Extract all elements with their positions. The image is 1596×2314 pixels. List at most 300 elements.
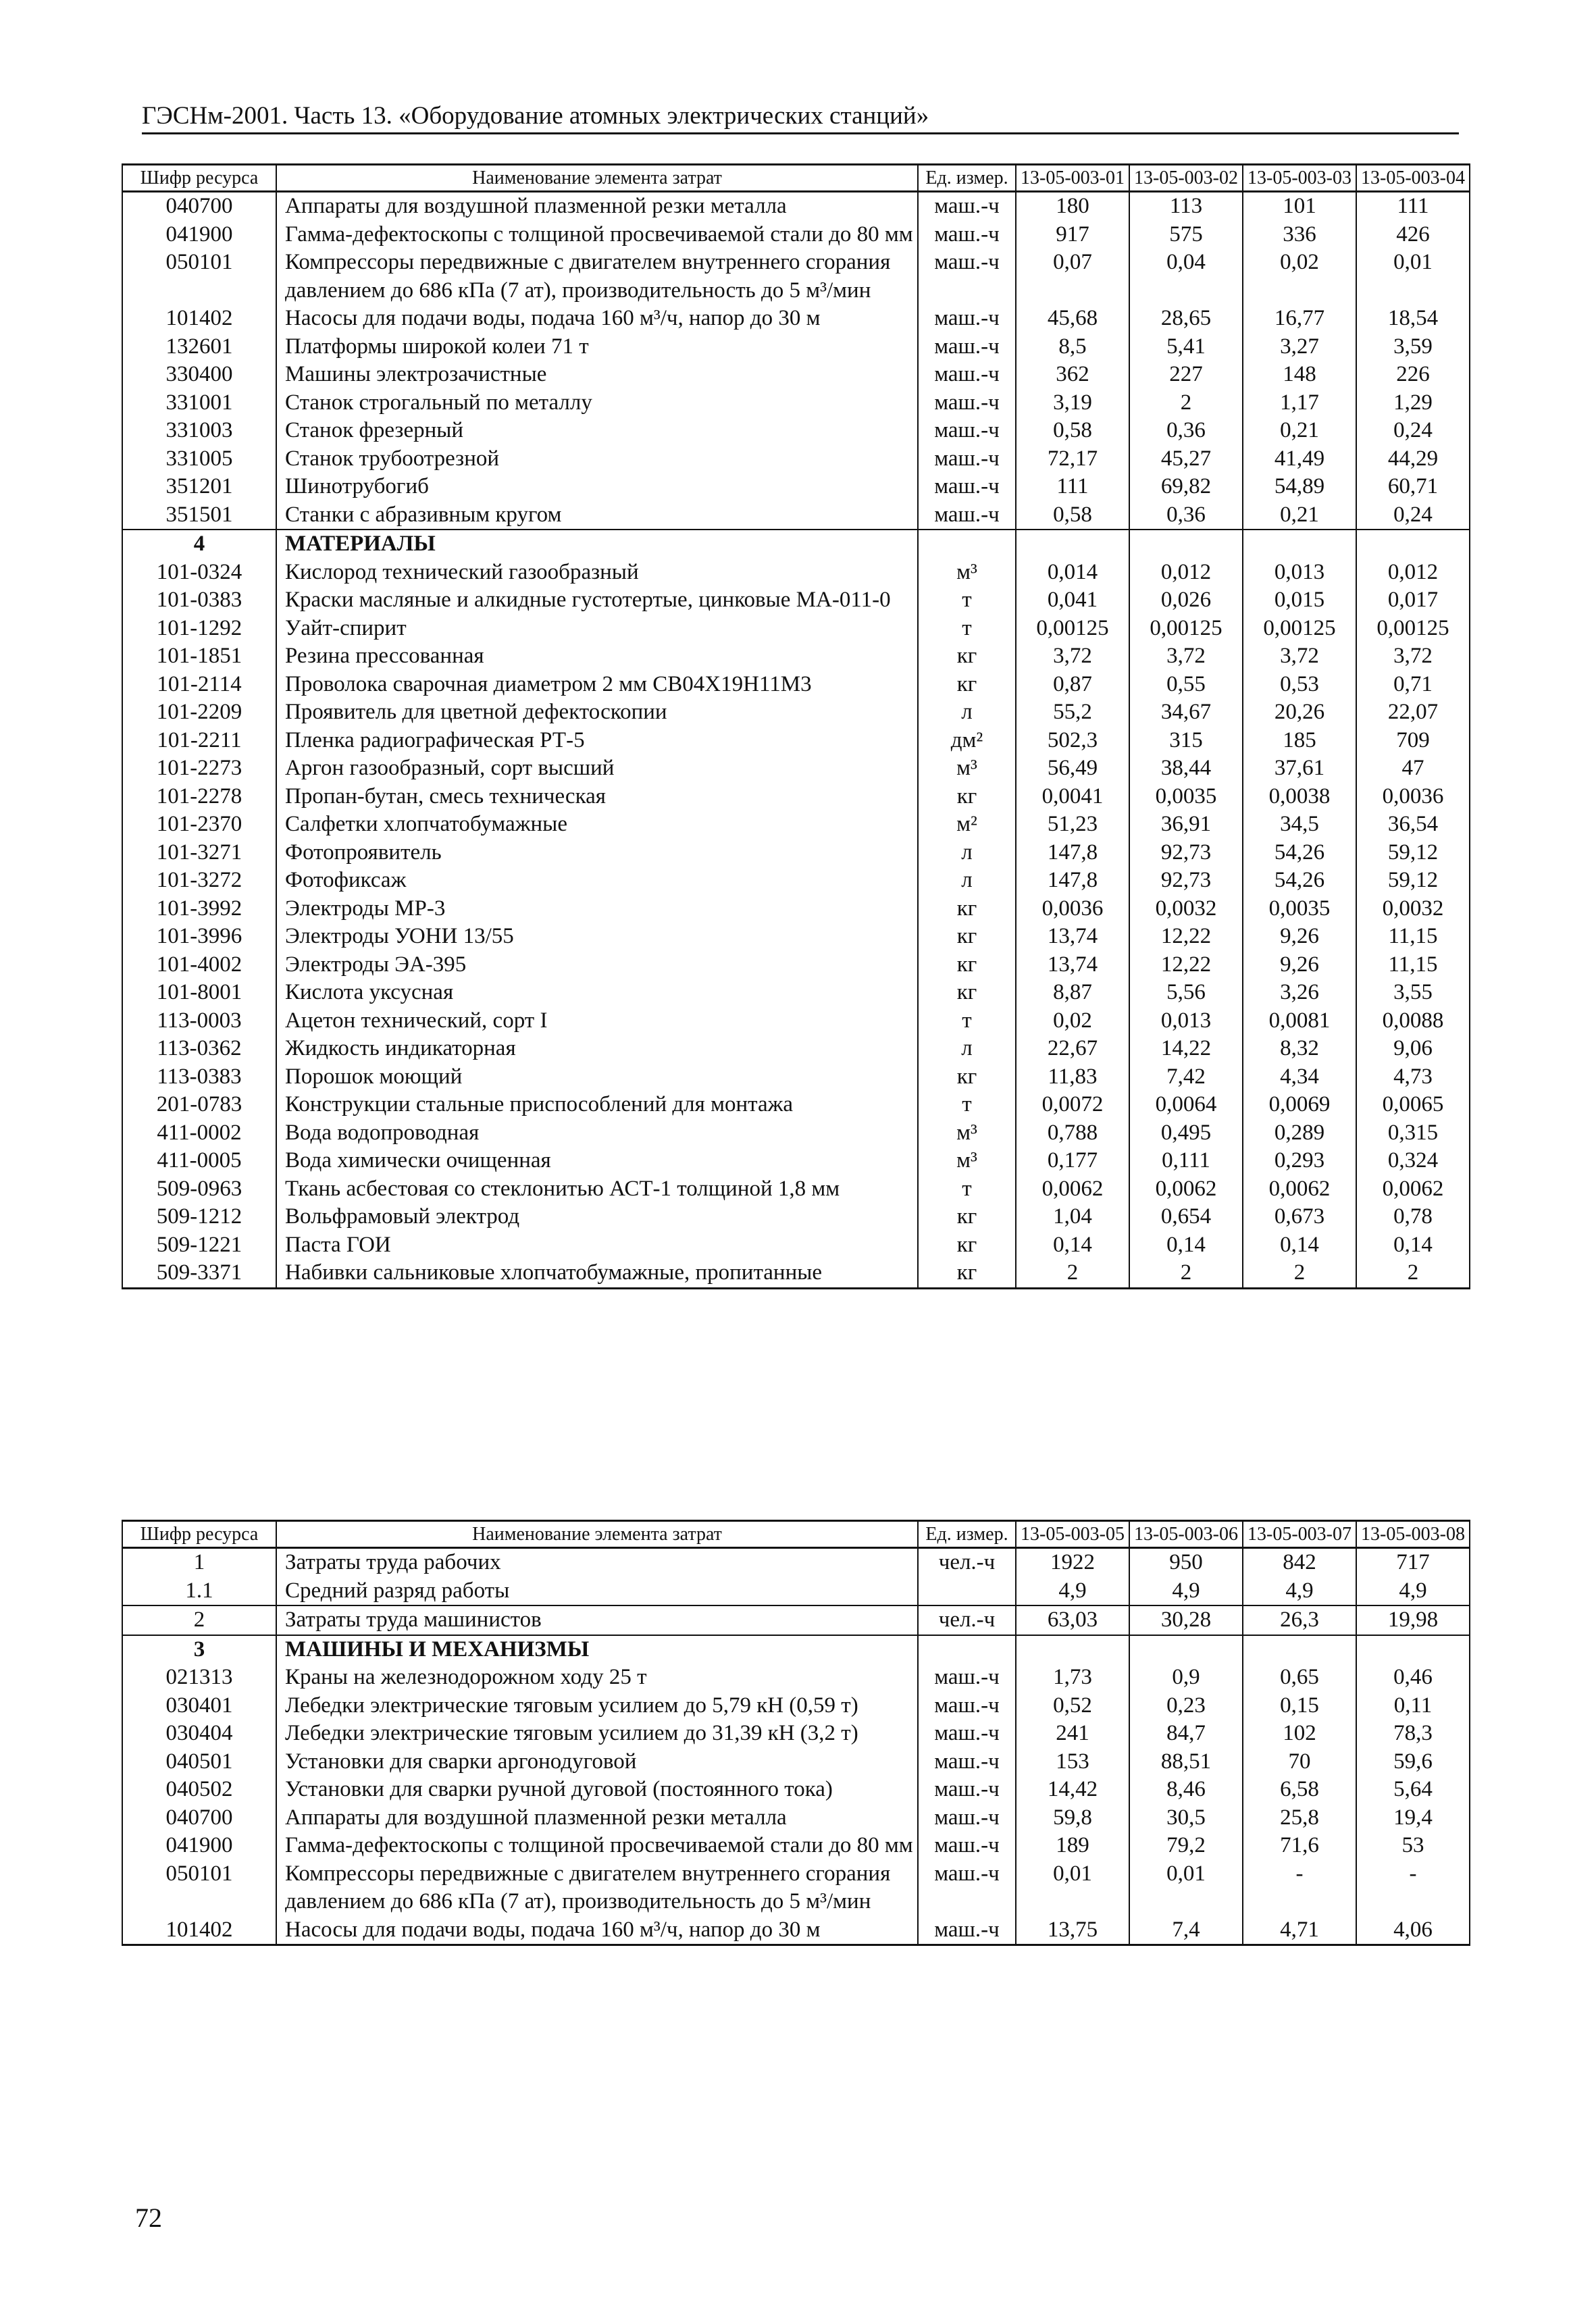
value-cell: 36,91: [1129, 811, 1243, 839]
value-cell: 153: [1016, 1748, 1129, 1776]
value-cell: 3,72: [1129, 642, 1243, 671]
value-cell: 362: [1016, 361, 1129, 389]
resource-code: 101-3996: [122, 923, 276, 951]
value-cell: 0,23: [1129, 1692, 1243, 1720]
resource-name: Пленка радиографическая РТ-5: [276, 727, 918, 755]
value-cell: 0,0038: [1243, 783, 1356, 811]
resource-code: 101-0324: [122, 559, 276, 587]
value-cell: 2: [1129, 389, 1243, 417]
value-cell: 241: [1016, 1720, 1129, 1748]
value-cell: 0,14: [1129, 1231, 1243, 1260]
document-title: ГЭСНм-2001. Часть 13. «Оборудование атомных электрических станций»: [142, 102, 929, 130]
resource-name: Гамма-дефектоскопы с толщиной просвечиваемой стали до 80 мм: [276, 1832, 918, 1860]
table-row: [122, 895, 1470, 923]
value-cell: 3,19: [1016, 389, 1129, 417]
unit: маш.-ч: [918, 1804, 1016, 1832]
value-cell: 0,24: [1356, 501, 1470, 530]
value-cell: 7,42: [1129, 1063, 1243, 1091]
resource-code: 132601: [122, 333, 276, 361]
resource-code: 101-3272: [122, 867, 276, 895]
value-cell: 0,14: [1016, 1231, 1129, 1260]
value-cell: 9,06: [1356, 1035, 1470, 1063]
value-cell: 5,64: [1356, 1776, 1470, 1804]
value-cell: 4,06: [1356, 1916, 1470, 1945]
value-cell: 0,0032: [1129, 895, 1243, 923]
value-cell: 842: [1243, 1548, 1356, 1577]
table-row: [122, 1577, 1470, 1606]
resource-name: Аппараты для воздушной плазменной резки металла: [276, 192, 918, 221]
value-cell: 3,26: [1243, 979, 1356, 1007]
value-cell: 0,654: [1129, 1203, 1243, 1231]
value-cell: 111: [1356, 192, 1470, 221]
header-col-1: 13-05-003-01: [1016, 165, 1129, 192]
resource-name: Краны на железнодорожном ходу 25 т: [276, 1664, 918, 1692]
value-cell: 4,9: [1356, 1577, 1470, 1606]
value-cell: 0,014: [1016, 559, 1129, 587]
value-cell: 19,98: [1356, 1605, 1470, 1635]
unit: маш.-ч: [918, 192, 1016, 221]
table-row: [122, 1776, 1470, 1804]
resource-code: 101-2211: [122, 727, 276, 755]
resource-code: 351201: [122, 473, 276, 501]
resource-name: Уайт-спирит: [276, 615, 918, 643]
value-cell: 20,26: [1243, 698, 1356, 727]
header-col-2: 13-05-003-06: [1129, 1521, 1243, 1548]
unit: чел.-ч: [918, 1548, 1016, 1577]
value-cell: 9,26: [1243, 923, 1356, 951]
value-cell: [1243, 1635, 1356, 1664]
table-row: [122, 1548, 1470, 1577]
resource-name: Платформы широкой колеи 71 т: [276, 333, 918, 361]
value-cell: 22,07: [1356, 698, 1470, 727]
unit: маш.-ч: [918, 501, 1016, 530]
resource-name: Фотофиксаж: [276, 867, 918, 895]
value-cell: 59,12: [1356, 867, 1470, 895]
resource-name: Электроды МР-3: [276, 895, 918, 923]
unit: кг: [918, 1203, 1016, 1231]
table-row: [122, 1860, 1470, 1916]
unit: т: [918, 1091, 1016, 1119]
value-cell: 917: [1016, 221, 1129, 249]
value-cell: 0,36: [1129, 501, 1243, 530]
value-cell: 13,74: [1016, 951, 1129, 979]
value-cell: 16,77: [1243, 305, 1356, 333]
table-row: [122, 951, 1470, 979]
resource-code: 330400: [122, 361, 276, 389]
value-cell: 0,01: [1016, 1860, 1129, 1916]
resource-code: 101-4002: [122, 951, 276, 979]
table-row: [122, 979, 1470, 1007]
value-cell: 0,0088: [1356, 1007, 1470, 1035]
value-cell: 18,54: [1356, 305, 1470, 333]
value-cell: [1356, 530, 1470, 559]
unit: [918, 1577, 1016, 1606]
unit: м³: [918, 1147, 1016, 1175]
resource-code: 1.1: [122, 1577, 276, 1606]
resource-name: Конструкции стальные приспособлений для монтажа: [276, 1091, 918, 1119]
value-cell: 71,6: [1243, 1832, 1356, 1860]
header-name: Наименование элемента затрат: [276, 1521, 918, 1548]
value-cell: 0,71: [1356, 671, 1470, 699]
table-row: [122, 698, 1470, 727]
value-cell: 0,041: [1016, 586, 1129, 615]
resource-code: 040700: [122, 1804, 276, 1832]
value-cell: 0,11: [1356, 1692, 1470, 1720]
resource-name: Набивки сальниковые хлопчатобумажные, пропитанные: [276, 1259, 918, 1288]
resource-code: 040501: [122, 1748, 276, 1776]
value-cell: 0,0081: [1243, 1007, 1356, 1035]
resource-name: Проволока сварочная диаметром 2 мм СВ04Х19Н11М3: [276, 671, 918, 699]
value-cell: 54,89: [1243, 473, 1356, 501]
value-cell: 0,53: [1243, 671, 1356, 699]
value-cell: 0,78: [1356, 1203, 1470, 1231]
value-cell: 70: [1243, 1748, 1356, 1776]
unit: м³: [918, 754, 1016, 783]
value-cell: 14,22: [1129, 1035, 1243, 1063]
value-cell: 0,0036: [1016, 895, 1129, 923]
value-cell: 111: [1016, 473, 1129, 501]
value-cell: 0,36: [1129, 417, 1243, 445]
value-cell: 0,58: [1016, 501, 1129, 530]
resource-code: 411-0002: [122, 1119, 276, 1148]
value-cell: 0,013: [1243, 559, 1356, 587]
resource-name: Затраты труда машинистов: [276, 1605, 918, 1635]
resource-name: Шинотрубогиб: [276, 473, 918, 501]
resource-name: Проявитель для цветной дефектоскопии: [276, 698, 918, 727]
value-cell: 1,29: [1356, 389, 1470, 417]
table-row: [122, 615, 1470, 643]
table-row: [122, 249, 1470, 305]
resource-name: Вольфрамовый электрод: [276, 1203, 918, 1231]
value-cell: 0,673: [1243, 1203, 1356, 1231]
value-cell: [1356, 1635, 1470, 1664]
resource-name: Станок строгальный по металлу: [276, 389, 918, 417]
unit: т: [918, 615, 1016, 643]
resource-code: 041900: [122, 1832, 276, 1860]
resource-table-2: [122, 1520, 1470, 1946]
table-row: [122, 1259, 1470, 1288]
resource-code: 201-0783: [122, 1091, 276, 1119]
table-row: [122, 1664, 1470, 1692]
value-cell: 8,46: [1129, 1776, 1243, 1804]
value-cell: 79,2: [1129, 1832, 1243, 1860]
value-cell: 8,32: [1243, 1035, 1356, 1063]
table-row: [122, 1916, 1470, 1945]
table-row: [122, 1231, 1470, 1260]
value-cell: 45,68: [1016, 305, 1129, 333]
table-row: [122, 923, 1470, 951]
table-row: [122, 221, 1470, 249]
value-cell: 0,55: [1129, 671, 1243, 699]
table-row: [122, 1063, 1470, 1091]
value-cell: 717: [1356, 1548, 1470, 1577]
header-unit: Ед. измер.: [918, 165, 1016, 192]
resource-code: 101-1851: [122, 642, 276, 671]
resource-name: Насосы для подачи воды, подача 160 м³/ч, напор до 30 м: [276, 305, 918, 333]
value-cell: 0,52: [1016, 1692, 1129, 1720]
resource-name: Средний разряд работы: [276, 1577, 918, 1606]
resource-code: 101-2278: [122, 783, 276, 811]
value-cell: 7,4: [1129, 1916, 1243, 1945]
table-row: [122, 333, 1470, 361]
header-col-3: 13-05-003-03: [1243, 165, 1356, 192]
table-row: [122, 192, 1470, 221]
resource-code: 331001: [122, 389, 276, 417]
value-cell: 11,15: [1356, 951, 1470, 979]
value-cell: 0,495: [1129, 1119, 1243, 1148]
resource-code: 101-0383: [122, 586, 276, 615]
table-row: [122, 1748, 1470, 1776]
unit: маш.-ч: [918, 333, 1016, 361]
unit: маш.-ч: [918, 305, 1016, 333]
resource-code: 030404: [122, 1720, 276, 1748]
value-cell: 147,8: [1016, 867, 1129, 895]
value-cell: 84,7: [1129, 1720, 1243, 1748]
value-cell: 30,5: [1129, 1804, 1243, 1832]
table-row: [122, 389, 1470, 417]
unit: кг: [918, 1259, 1016, 1288]
value-cell: 69,82: [1129, 473, 1243, 501]
value-cell: 41,49: [1243, 445, 1356, 473]
unit: т: [918, 586, 1016, 615]
value-cell: 47: [1356, 754, 1470, 783]
resource-name: Аппараты для воздушной плазменной резки металла: [276, 1804, 918, 1832]
table-row: [122, 361, 1470, 389]
value-cell: 8,5: [1016, 333, 1129, 361]
resource-name: Станок трубоотрезной: [276, 445, 918, 473]
value-cell: 36,54: [1356, 811, 1470, 839]
resource-name: Компрессоры передвижные с двигателем внутреннего сгорания давлением до 686 кПа (7 ат), производительность до 5 м³/мин: [276, 249, 918, 305]
value-cell: 0,013: [1129, 1007, 1243, 1035]
value-cell: 0,0065: [1356, 1091, 1470, 1119]
value-cell: 3,27: [1243, 333, 1356, 361]
unit: маш.-ч: [918, 1720, 1016, 1748]
table-row: [122, 1175, 1470, 1204]
resource-name: Кислота уксусная: [276, 979, 918, 1007]
table-row: [122, 1692, 1470, 1720]
value-cell: 3,72: [1243, 642, 1356, 671]
value-cell: 0,01: [1129, 1860, 1243, 1916]
value-cell: 0,21: [1243, 501, 1356, 530]
value-cell: 3,55: [1356, 979, 1470, 1007]
value-cell: 55,2: [1016, 698, 1129, 727]
table-row: [122, 642, 1470, 671]
resource-name: Пропан-бутан, смесь техническая: [276, 783, 918, 811]
value-cell: 4,9: [1243, 1577, 1356, 1606]
unit: маш.-ч: [918, 361, 1016, 389]
table-row: [122, 586, 1470, 615]
table-row: [122, 305, 1470, 333]
resource-code: 041900: [122, 221, 276, 249]
value-cell: 502,3: [1016, 727, 1129, 755]
value-cell: 0,15: [1243, 1692, 1356, 1720]
value-cell: 54,26: [1243, 839, 1356, 867]
value-cell: 0,00125: [1356, 615, 1470, 643]
resource-name: Ткань асбестовая со стеклонитью АСТ-1 толщиной 1,8 мм: [276, 1175, 918, 1204]
unit: [918, 1635, 1016, 1664]
resource-name: Машины электрозачистные: [276, 361, 918, 389]
value-cell: 1,04: [1016, 1203, 1129, 1231]
unit: м³: [918, 1119, 1016, 1148]
unit: кг: [918, 895, 1016, 923]
resource-code: 3: [122, 1635, 276, 1664]
unit: дм²: [918, 727, 1016, 755]
resource-name: Резина прессованная: [276, 642, 918, 671]
value-cell: 0,07: [1016, 249, 1129, 305]
value-cell: 2: [1129, 1259, 1243, 1288]
value-cell: 0,9: [1129, 1664, 1243, 1692]
value-cell: 34,67: [1129, 698, 1243, 727]
value-cell: 2: [1356, 1259, 1470, 1288]
table-row: [122, 671, 1470, 699]
value-cell: 148: [1243, 361, 1356, 389]
value-cell: 4,9: [1129, 1577, 1243, 1606]
unit: м³: [918, 559, 1016, 587]
table-row: [122, 1119, 1470, 1148]
resource-code: 331003: [122, 417, 276, 445]
resource-name: Вода водопроводная: [276, 1119, 918, 1148]
value-cell: 0,14: [1243, 1231, 1356, 1260]
value-cell: [1016, 530, 1129, 559]
resource-code: 021313: [122, 1664, 276, 1692]
value-cell: 0,87: [1016, 671, 1129, 699]
value-cell: 226: [1356, 361, 1470, 389]
value-cell: 101: [1243, 192, 1356, 221]
value-cell: 336: [1243, 221, 1356, 249]
table-row: [122, 811, 1470, 839]
resource-code: 113-0383: [122, 1063, 276, 1091]
unit: кг: [918, 671, 1016, 699]
value-cell: 0,0069: [1243, 1091, 1356, 1119]
value-cell: 0,017: [1356, 586, 1470, 615]
value-cell: 56,49: [1016, 754, 1129, 783]
unit: кг: [918, 923, 1016, 951]
unit: кг: [918, 951, 1016, 979]
value-cell: 5,41: [1129, 333, 1243, 361]
value-cell: 950: [1129, 1548, 1243, 1577]
value-cell: 30,28: [1129, 1605, 1243, 1635]
resource-code: 101-3271: [122, 839, 276, 867]
resource-code: 331005: [122, 445, 276, 473]
resource-name: Станки с абразивным кругом: [276, 501, 918, 530]
value-cell: 3,72: [1016, 642, 1129, 671]
resource-name: Насосы для подачи воды, подача 160 м³/ч, напор до 30 м: [276, 1916, 918, 1945]
value-cell: -: [1243, 1860, 1356, 1916]
value-cell: 38,44: [1129, 754, 1243, 783]
value-cell: 0,00125: [1016, 615, 1129, 643]
table-row: [122, 1091, 1470, 1119]
value-cell: 22,67: [1016, 1035, 1129, 1063]
value-cell: 0,289: [1243, 1119, 1356, 1148]
value-cell: 426: [1356, 221, 1470, 249]
resource-name: Вода химически очищенная: [276, 1147, 918, 1175]
value-cell: 59,8: [1016, 1804, 1129, 1832]
value-cell: 11,83: [1016, 1063, 1129, 1091]
value-cell: 0,24: [1356, 417, 1470, 445]
value-cell: 0,315: [1356, 1119, 1470, 1148]
value-cell: 0,0064: [1129, 1091, 1243, 1119]
value-cell: 28,65: [1129, 305, 1243, 333]
unit: кг: [918, 642, 1016, 671]
resource-code: 411-0005: [122, 1147, 276, 1175]
resource-name: Затраты труда рабочих: [276, 1548, 918, 1577]
value-cell: [1243, 530, 1356, 559]
unit: кг: [918, 1063, 1016, 1091]
value-cell: 9,26: [1243, 951, 1356, 979]
unit: маш.-ч: [918, 1692, 1016, 1720]
resource-code: 101402: [122, 305, 276, 333]
value-cell: 26,3: [1243, 1605, 1356, 1635]
table-row: [122, 727, 1470, 755]
table-row: [122, 867, 1470, 895]
value-cell: 0,026: [1129, 586, 1243, 615]
unit: м²: [918, 811, 1016, 839]
resource-code: 2: [122, 1605, 276, 1635]
value-cell: 0,0072: [1016, 1091, 1129, 1119]
resource-name: Лебедки электрические тяговым усилием до 5,79 кН (0,59 т): [276, 1692, 918, 1720]
value-cell: 0,00125: [1129, 615, 1243, 643]
unit: маш.-ч: [918, 389, 1016, 417]
table-row: [122, 754, 1470, 783]
value-cell: 185: [1243, 727, 1356, 755]
value-cell: 6,58: [1243, 1776, 1356, 1804]
value-cell: 0,02: [1016, 1007, 1129, 1035]
value-cell: 0,0036: [1356, 783, 1470, 811]
value-cell: 54,26: [1243, 867, 1356, 895]
table-row: [122, 783, 1470, 811]
table-row: [122, 839, 1470, 867]
value-cell: 0,0062: [1356, 1175, 1470, 1204]
resource-code: 050101: [122, 1860, 276, 1916]
value-cell: 709: [1356, 727, 1470, 755]
value-cell: 63,03: [1016, 1605, 1129, 1635]
header-col-4: 13-05-003-04: [1356, 165, 1470, 192]
unit: т: [918, 1007, 1016, 1035]
resource-code: 040700: [122, 192, 276, 221]
value-cell: 92,73: [1129, 867, 1243, 895]
resource-name: Электроды УОНИ 13/55: [276, 923, 918, 951]
section-row: [122, 1635, 1470, 1664]
value-cell: 25,8: [1243, 1804, 1356, 1832]
value-cell: 3,59: [1356, 333, 1470, 361]
value-cell: 0,0062: [1016, 1175, 1129, 1204]
value-cell: 51,23: [1016, 811, 1129, 839]
resource-name: Салфетки хлопчатобумажные: [276, 811, 918, 839]
value-cell: 53: [1356, 1832, 1470, 1860]
value-cell: 0,65: [1243, 1664, 1356, 1692]
value-cell: 0,0035: [1243, 895, 1356, 923]
value-cell: 0,04: [1129, 249, 1243, 305]
value-cell: 2: [1016, 1259, 1129, 1288]
table-row: [122, 1007, 1470, 1035]
resource-name: Лебедки электрические тяговым усилием до 31,39 кН (3,2 т): [276, 1720, 918, 1748]
value-cell: 0,01: [1356, 249, 1470, 305]
table-row: [122, 1832, 1470, 1860]
header-unit: Ед. измер.: [918, 1521, 1016, 1548]
table-row: [122, 501, 1470, 530]
value-cell: 4,71: [1243, 1916, 1356, 1945]
value-cell: 88,51: [1129, 1748, 1243, 1776]
value-cell: 0,0035: [1129, 783, 1243, 811]
value-cell: 4,34: [1243, 1063, 1356, 1091]
value-cell: 60,71: [1356, 473, 1470, 501]
unit: л: [918, 698, 1016, 727]
value-cell: 0,21: [1243, 417, 1356, 445]
unit: кг: [918, 1231, 1016, 1260]
resource-code: 030401: [122, 1692, 276, 1720]
value-cell: [1016, 1635, 1129, 1664]
resource-name: Гамма-дефектоскопы с толщиной просвечиваемой стали до 80 мм: [276, 221, 918, 249]
